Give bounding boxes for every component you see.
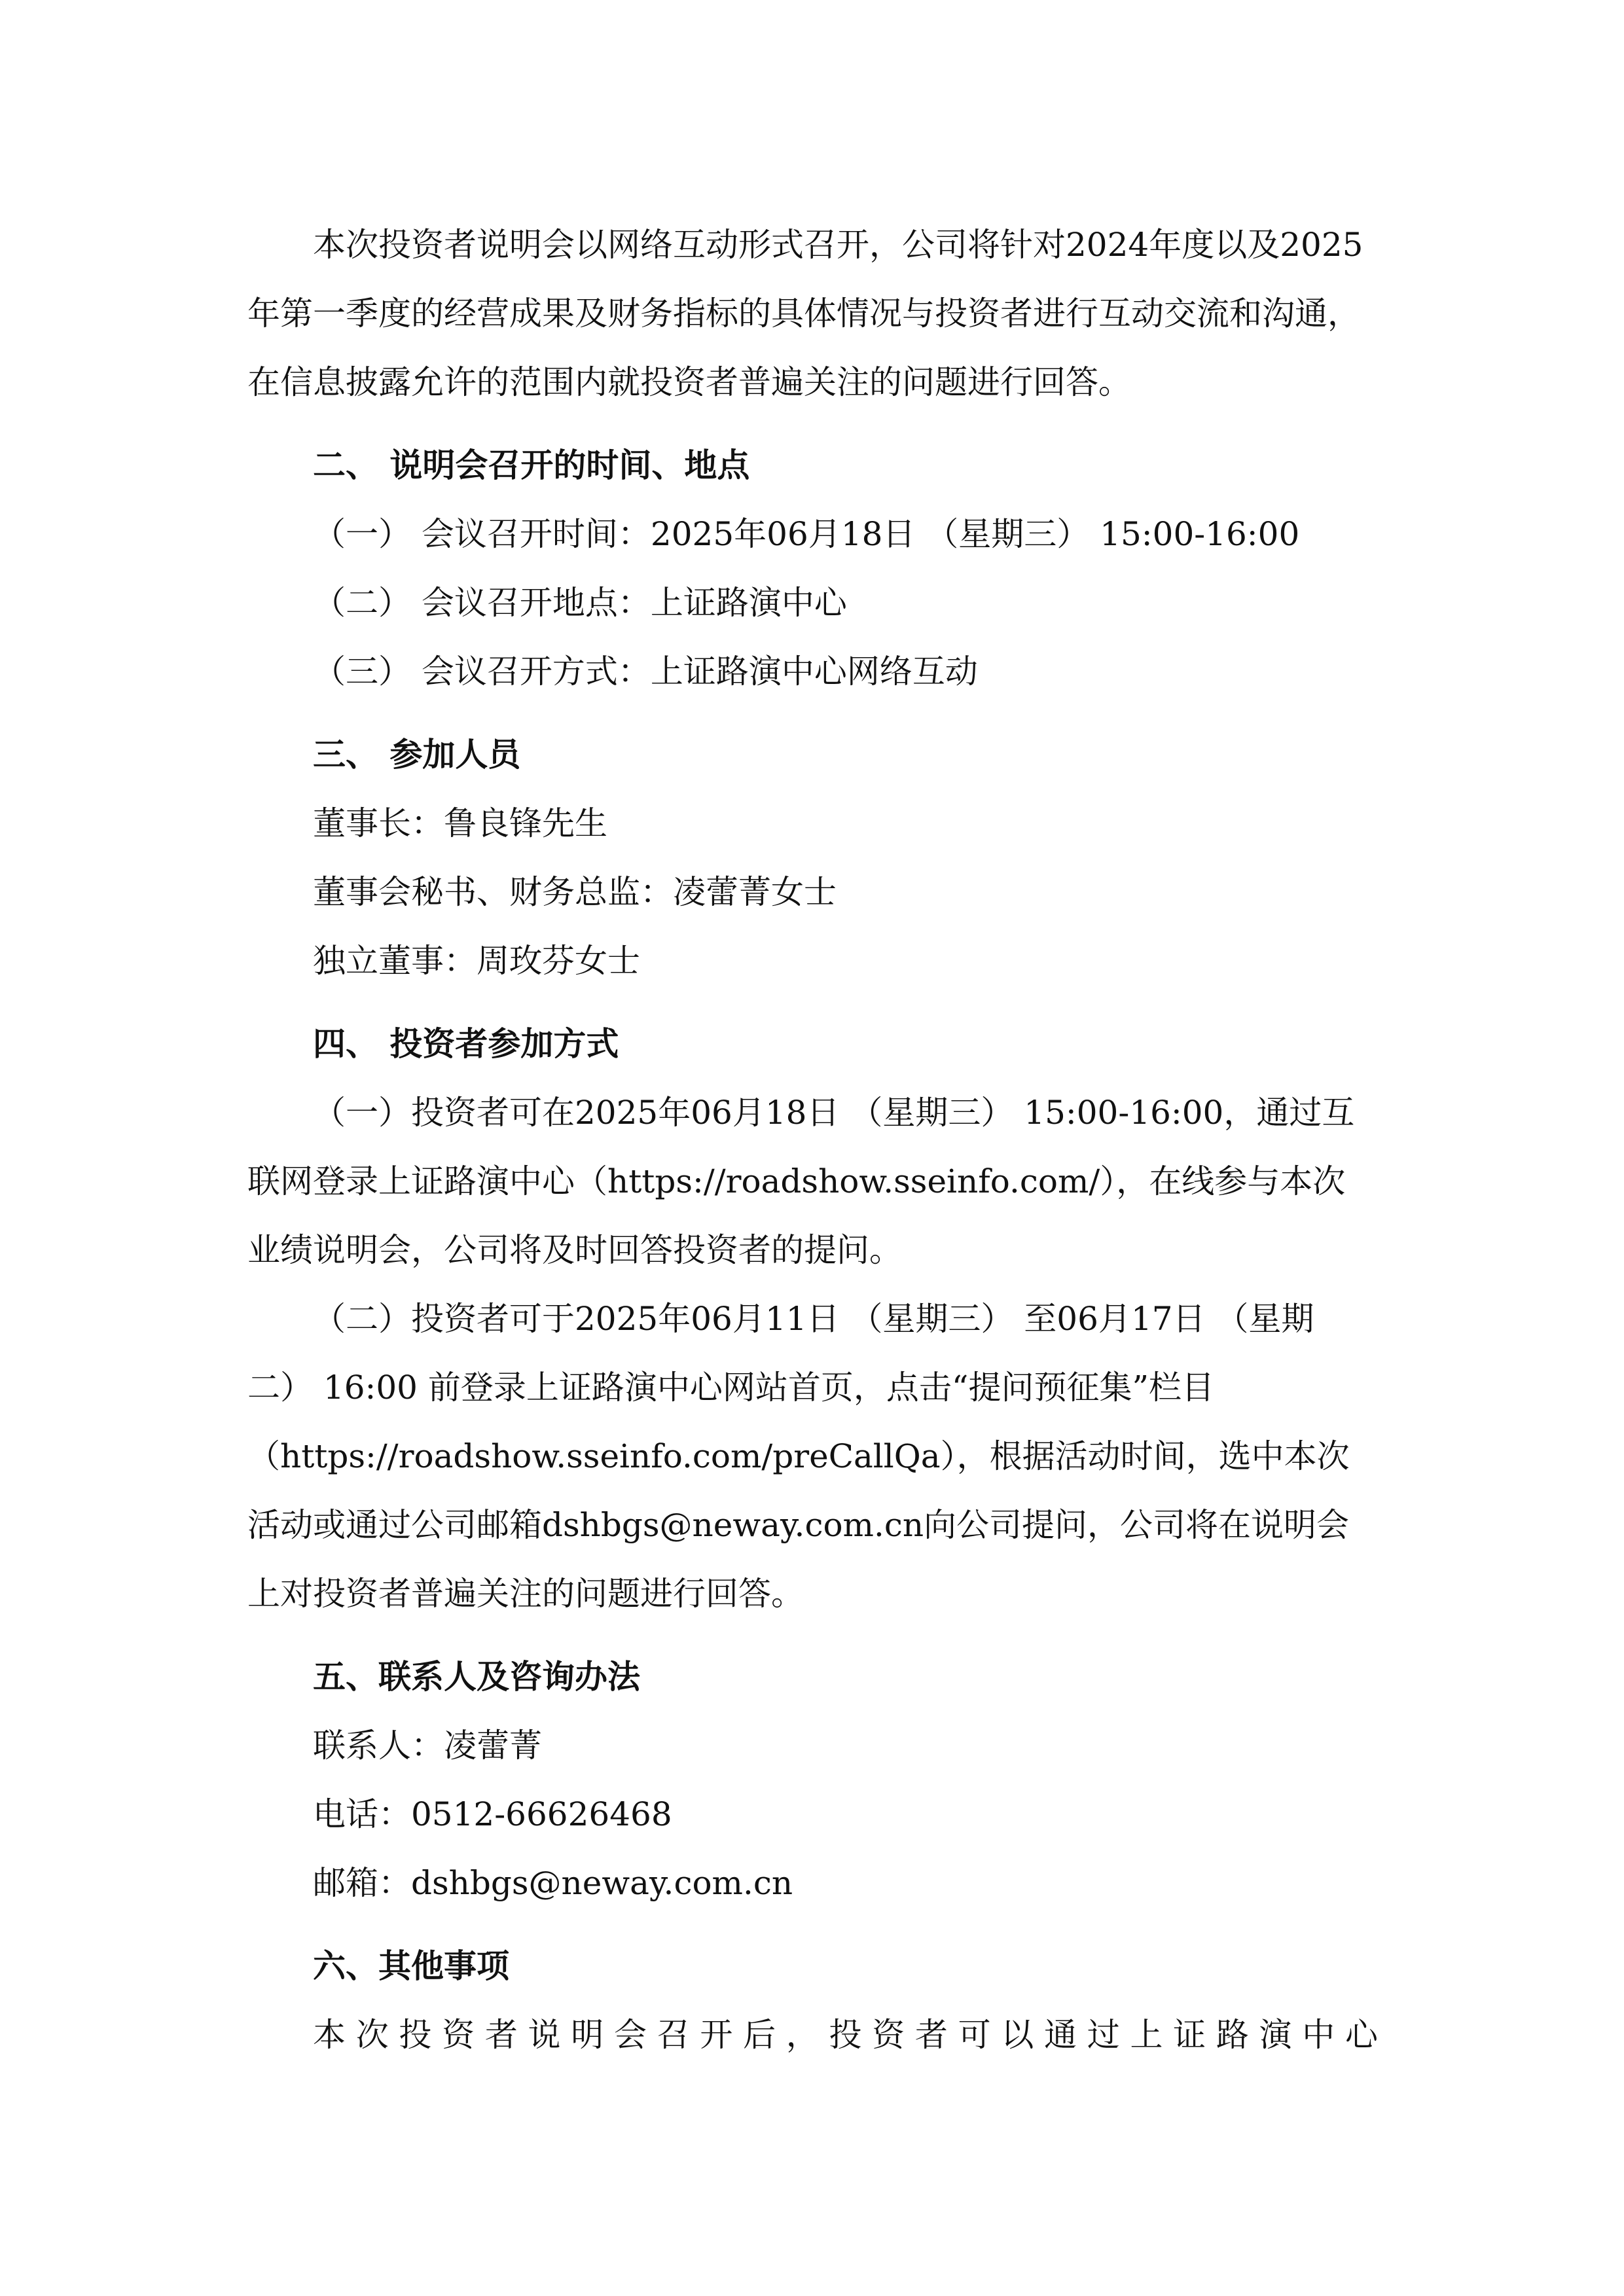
section2-item-method: （三） 会议召开方式：上证路演中心网络互动 bbox=[313, 653, 978, 691]
document-body bbox=[247, 211, 1378, 2070]
section3-item-director: 独立董事：周玫芬女士 bbox=[313, 942, 640, 980]
contact-email: 邮箱：dshbgs@neway.com.cn bbox=[313, 1864, 793, 1902]
intro-paragraph: 本次投资者说明会以网络互动形式召开，公司将针对2024年度以及2025年第一季度的经营成果及财务指标的具体情况与投资者进行互动交流和沟通，在信息披露允许的范围内就投资者普遍关注的问题进行回答。 bbox=[247, 226, 1363, 401]
section6-heading: 六、其他事项 bbox=[313, 1947, 509, 1985]
contact-phone: 电话：0512-66626468 bbox=[313, 1795, 672, 1833]
section3-item-secretary: 董事会秘书、财务总监：凌蕾菁女士 bbox=[313, 873, 837, 911]
section3-heading: 三、 参加人员 bbox=[313, 736, 521, 774]
section2-heading: 二、 说明会召开的时间、地点 bbox=[313, 446, 750, 484]
section3-item-chairman: 董事长：鲁良锋先生 bbox=[313, 804, 607, 842]
section6-paragraph: 本次投资者说明会召开后，投资者可以通过上证路演中心 bbox=[313, 2016, 1378, 2054]
section5-heading: 五、联系人及咨询办法 bbox=[313, 1658, 640, 1696]
section4-heading: 四、 投资者参加方式 bbox=[313, 1025, 619, 1063]
section2-item-location: （二） 会议召开地点：上证路演中心 bbox=[313, 584, 847, 622]
contact-person: 联系人：凌蕾菁 bbox=[313, 1727, 542, 1765]
section4-paragraph-1: （一）投资者可在2025年06月18日 （星期三） 15:00-16:00，通过互联网登录上证路演中心（https://roadshow.sseinfo.com/），在线参与本次业绩说明会，公司将及时回答投资者的提问。 bbox=[247, 1094, 1355, 1269]
section2-item-time: （一） 会议召开时间：2025年06月18日 （星期三） 15:00-16:00 bbox=[313, 515, 1300, 553]
section4-paragraph-2: （二）投资者可于2025年06月11日 （星期三） 至06月17日 （星期二） 16:00 前登录上证路演中心网站首页，点击“提问预征集”栏目（https://roadshow.sseinfo.com/preCallQa），根据活动时间，选中本次活动或通过公司邮箱dshbgs@neway.com.cn向公司提问，公司将在说明会上对投资者普遍关注的问题进行回答。 bbox=[247, 1300, 1350, 1613]
